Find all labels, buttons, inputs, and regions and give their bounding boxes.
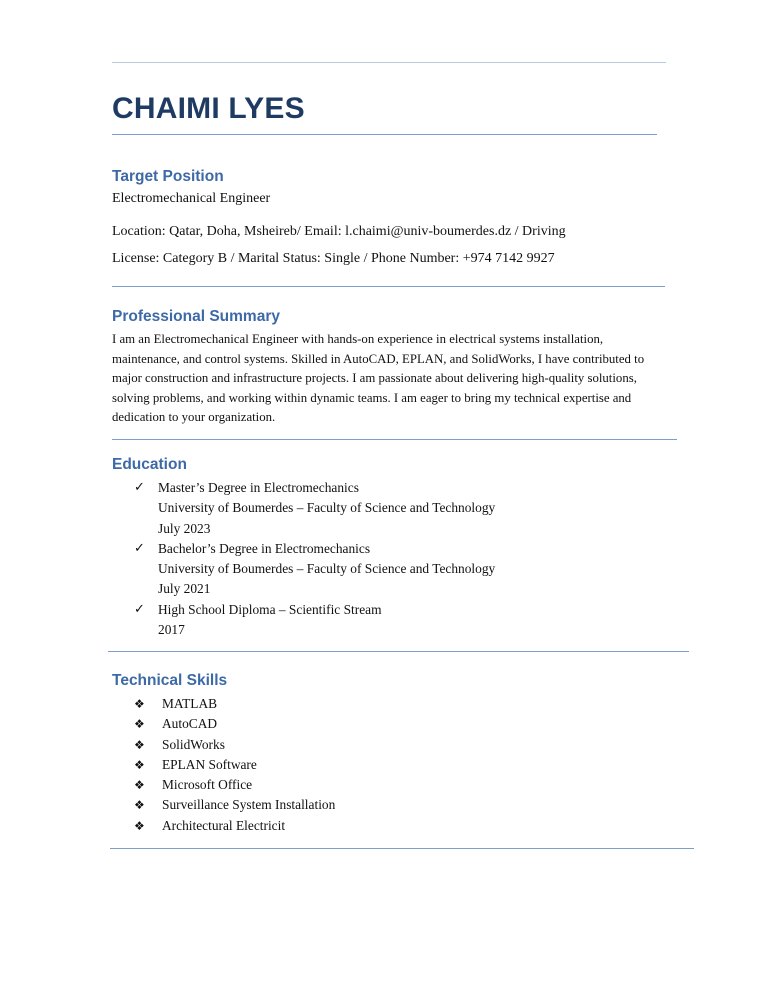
section-title-education: Education [112,456,187,473]
section-title-summary: Professional Summary [112,308,280,325]
skill-label: Architectural Electricit [162,817,286,833]
education-item [134,478,495,539]
skill-label: Microsoft Office [162,777,253,793]
education-divider [108,651,689,652]
header-divider [112,62,666,63]
education-item [134,600,495,641]
diamond-bullet-icon: ❖ [134,757,145,772]
education-degree: High School Diploma – Scientific Stream [158,601,382,617]
skills-list [134,694,335,836]
section-title-skills: Technical Skills [112,672,228,689]
skill-item [134,795,335,815]
education-degree: Bachelor’s Degree in Electromechanics [158,540,371,556]
education-school: University of Boumerdes – Faculty of Science and Technology [158,561,496,577]
skill-item [134,714,335,734]
check-icon: ✓ [134,540,145,556]
education-date: July 2023 [158,520,211,536]
education-item [134,539,495,600]
skill-label: EPLAN Software [162,756,257,772]
diamond-bullet-icon: ❖ [134,697,145,711]
diamond-bullet-icon: ❖ [134,717,145,732]
summary-text: I am an Electromechanical Engineer with hands-on experience in electrical systems installation, maintenance, and control systems. Skilled in AutoCAD, EPLAN, and SolidWorks, I have contributed to major construction and infrastructure projects. I am passionate about delivering high-quality solutions, solving problems, and working within dynamic teams. I am eager to bring my technical expertise and dedication to your organization. [112,332,645,424]
diamond-bullet-icon: ❖ [134,798,145,813]
skill-label: Surveillance System Installation [162,797,336,813]
education-date: 2017 [158,622,185,638]
skill-item [134,694,335,714]
skill-label: AutoCAD [162,716,218,732]
candidate-name: CHAIMI LYES [112,92,305,125]
check-icon: ✓ [134,601,145,617]
target-position: Electromechanical Engineer [112,191,271,206]
skill-item [134,775,335,795]
education-degree: Master’s Degree in Electromechanics [158,480,359,495]
skills-divider [110,848,694,849]
diamond-bullet-icon: ❖ [134,818,145,833]
contact-line-2: License: Category B / Marital Status: Single / Phone Number: +974 7142 9927 [112,251,555,266]
skill-item [134,816,335,836]
education-school: University of Boumerdes – Faculty of Science and Technology [158,500,496,516]
name-divider [112,134,657,135]
skill-label: SolidWorks [162,736,225,752]
education-list [134,478,495,640]
diamond-bullet-icon: ❖ [134,737,145,752]
target-divider [112,286,665,287]
skill-item [134,755,335,775]
summary-divider [112,439,677,440]
section-title-target: Target Position [112,168,224,185]
education-date: July 2021 [158,581,211,597]
skill-label: MATLAB [162,696,218,711]
diamond-bullet-icon: ❖ [134,778,145,793]
contact-line-1: Location: Qatar, Doha, Msheireb/ Email: l.chaimi@univ-boumerdes.dz / Driving [112,224,566,239]
skill-item [134,735,335,755]
check-icon: ✓ [134,480,145,495]
